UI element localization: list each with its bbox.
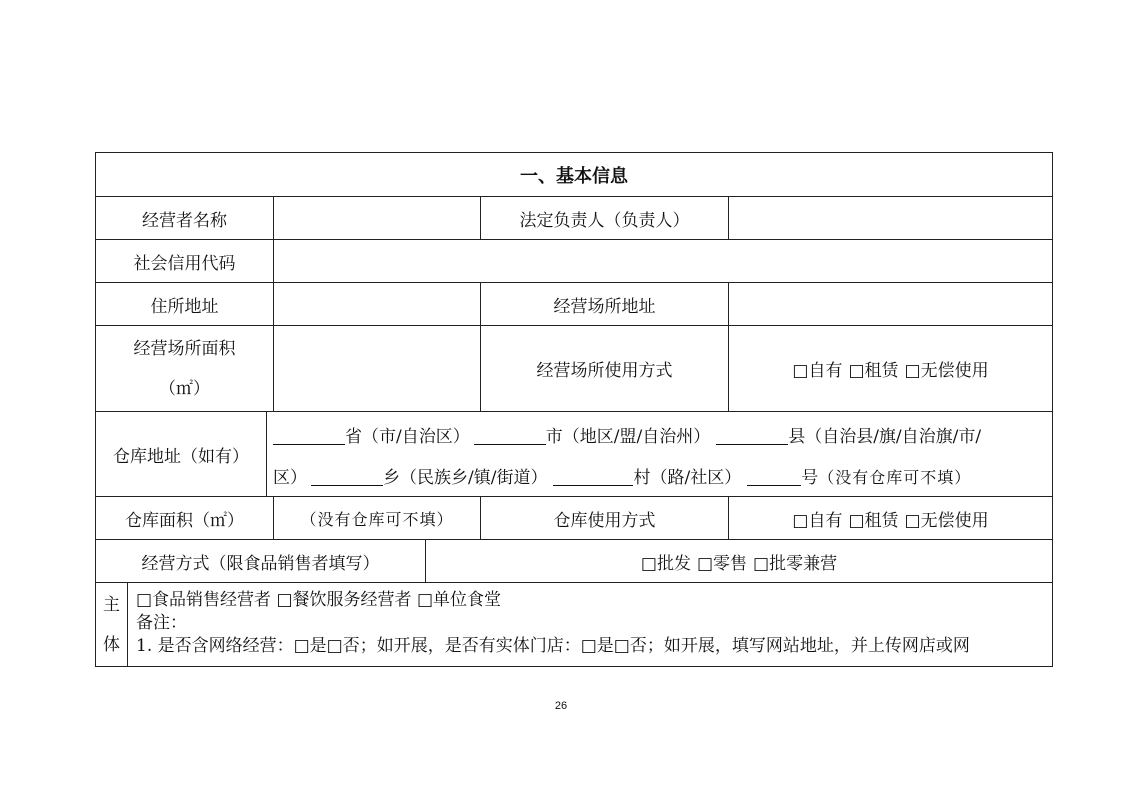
field-operator-name[interactable] xyxy=(274,197,481,239)
basic-info-form xyxy=(95,152,1053,667)
label-site-area-line1: 经营场所面积 xyxy=(133,338,236,359)
label-warehouse-usage: 仓库使用方式 xyxy=(481,497,729,539)
label-subject xyxy=(96,583,128,666)
checkbox-warehouse-owned[interactable]: □自有 xyxy=(792,510,843,531)
field-credit-code[interactable] xyxy=(274,240,1052,282)
row-subject-type xyxy=(96,583,1052,666)
warehouse-area-note: （没有仓库可不填） xyxy=(300,509,454,529)
warehouse-address-line2 xyxy=(273,463,971,488)
label-subject-char1: 主 xyxy=(103,594,120,615)
row-site-area xyxy=(96,326,1052,412)
row-warehouse-address xyxy=(96,412,1052,497)
text-county: 县（自治县/旗/自治旗/市/ xyxy=(788,427,982,447)
checkbox-warehouse-leased[interactable]: □租赁 xyxy=(848,510,899,531)
label-subject-char2: 体 xyxy=(103,634,120,655)
row-credit-code xyxy=(96,240,1052,283)
text-village: 村（路/社区） xyxy=(633,468,742,488)
section-title-row xyxy=(96,153,1052,197)
site-usage-options xyxy=(729,326,1052,411)
section-title: 一、基本信息 xyxy=(520,165,628,187)
text-township: 乡（民族乡/镇/街道） xyxy=(383,468,548,488)
blank-township[interactable] xyxy=(311,484,383,486)
row-address xyxy=(96,283,1052,326)
subject-options xyxy=(136,589,1048,612)
checkbox-site-owned[interactable]: □自有 xyxy=(792,361,843,381)
label-operator-name: 经营者名称 xyxy=(96,197,274,239)
label-warehouse-address: 仓库地址（如有） xyxy=(96,412,267,496)
checkbox-retail[interactable]: □零售 xyxy=(696,553,748,574)
remark-label: 备注： xyxy=(136,613,187,633)
blank-province[interactable] xyxy=(273,443,345,445)
page-number: 26 xyxy=(554,700,568,712)
label-business-mode: 经营方式（限食品销售者填写） xyxy=(96,540,426,582)
subject-content xyxy=(136,589,1048,658)
text-city: 市（地区/盟/自治州） xyxy=(545,427,711,447)
label-site-address: 经营场所地址 xyxy=(481,283,729,325)
field-warehouse-area[interactable] xyxy=(274,497,481,539)
label-credit-code: 社会信用代码 xyxy=(96,240,274,282)
checkbox-wholesale-retail[interactable]: □批零兼营 xyxy=(753,553,838,574)
business-mode-options xyxy=(426,540,1052,582)
blank-village[interactable] xyxy=(553,484,633,486)
field-site-area[interactable] xyxy=(274,326,481,411)
checkbox-unit-canteen[interactable]: □单位食堂 xyxy=(416,590,501,610)
row-business-mode xyxy=(96,540,1052,583)
label-site-usage: 经营场所使用方式 xyxy=(481,326,729,411)
label-residence-address: 住所地址 xyxy=(96,283,274,325)
checkbox-food-seller[interactable]: □食品销售经营者 xyxy=(136,590,272,610)
warehouse-usage-options xyxy=(729,497,1052,539)
label-site-area xyxy=(96,326,274,411)
field-warehouse-address xyxy=(267,412,1052,496)
checkbox-site-free-use[interactable]: □无偿使用 xyxy=(904,361,989,381)
checkbox-catering-service[interactable]: □餐饮服务经营者 xyxy=(276,590,412,610)
field-legal-representative[interactable] xyxy=(729,197,1052,239)
field-site-address[interactable] xyxy=(729,283,1052,325)
blank-city[interactable] xyxy=(474,443,546,445)
checkbox-wholesale[interactable]: □批发 xyxy=(640,553,691,574)
label-legal-representative: 法定负责人（负责人） xyxy=(481,197,729,239)
row-operator-name xyxy=(96,197,1052,240)
blank-number[interactable] xyxy=(747,484,801,486)
remark-line-1: 1. 是否含网络经营：□是□否；如开展，是否有实体门店：□是□否；如开展，填写网站地址，并上传网店或网 xyxy=(136,636,970,656)
warehouse-optional-note: （没有仓库可不填） xyxy=(818,468,972,487)
warehouse-address-line1 xyxy=(273,422,981,447)
text-number: 号 xyxy=(801,468,819,488)
row-warehouse-area xyxy=(96,497,1052,540)
text-district: 区） xyxy=(273,468,307,488)
checkbox-warehouse-free-use[interactable]: □无偿使用 xyxy=(904,510,989,531)
blank-county[interactable] xyxy=(716,443,788,445)
checkbox-site-leased[interactable]: □租赁 xyxy=(848,361,899,381)
label-site-area-unit: （㎡） xyxy=(159,378,210,399)
label-warehouse-area: 仓库面积（㎡） xyxy=(96,497,274,539)
field-residence-address[interactable] xyxy=(274,283,481,325)
text-province: 省（市/自治区） xyxy=(345,427,470,447)
